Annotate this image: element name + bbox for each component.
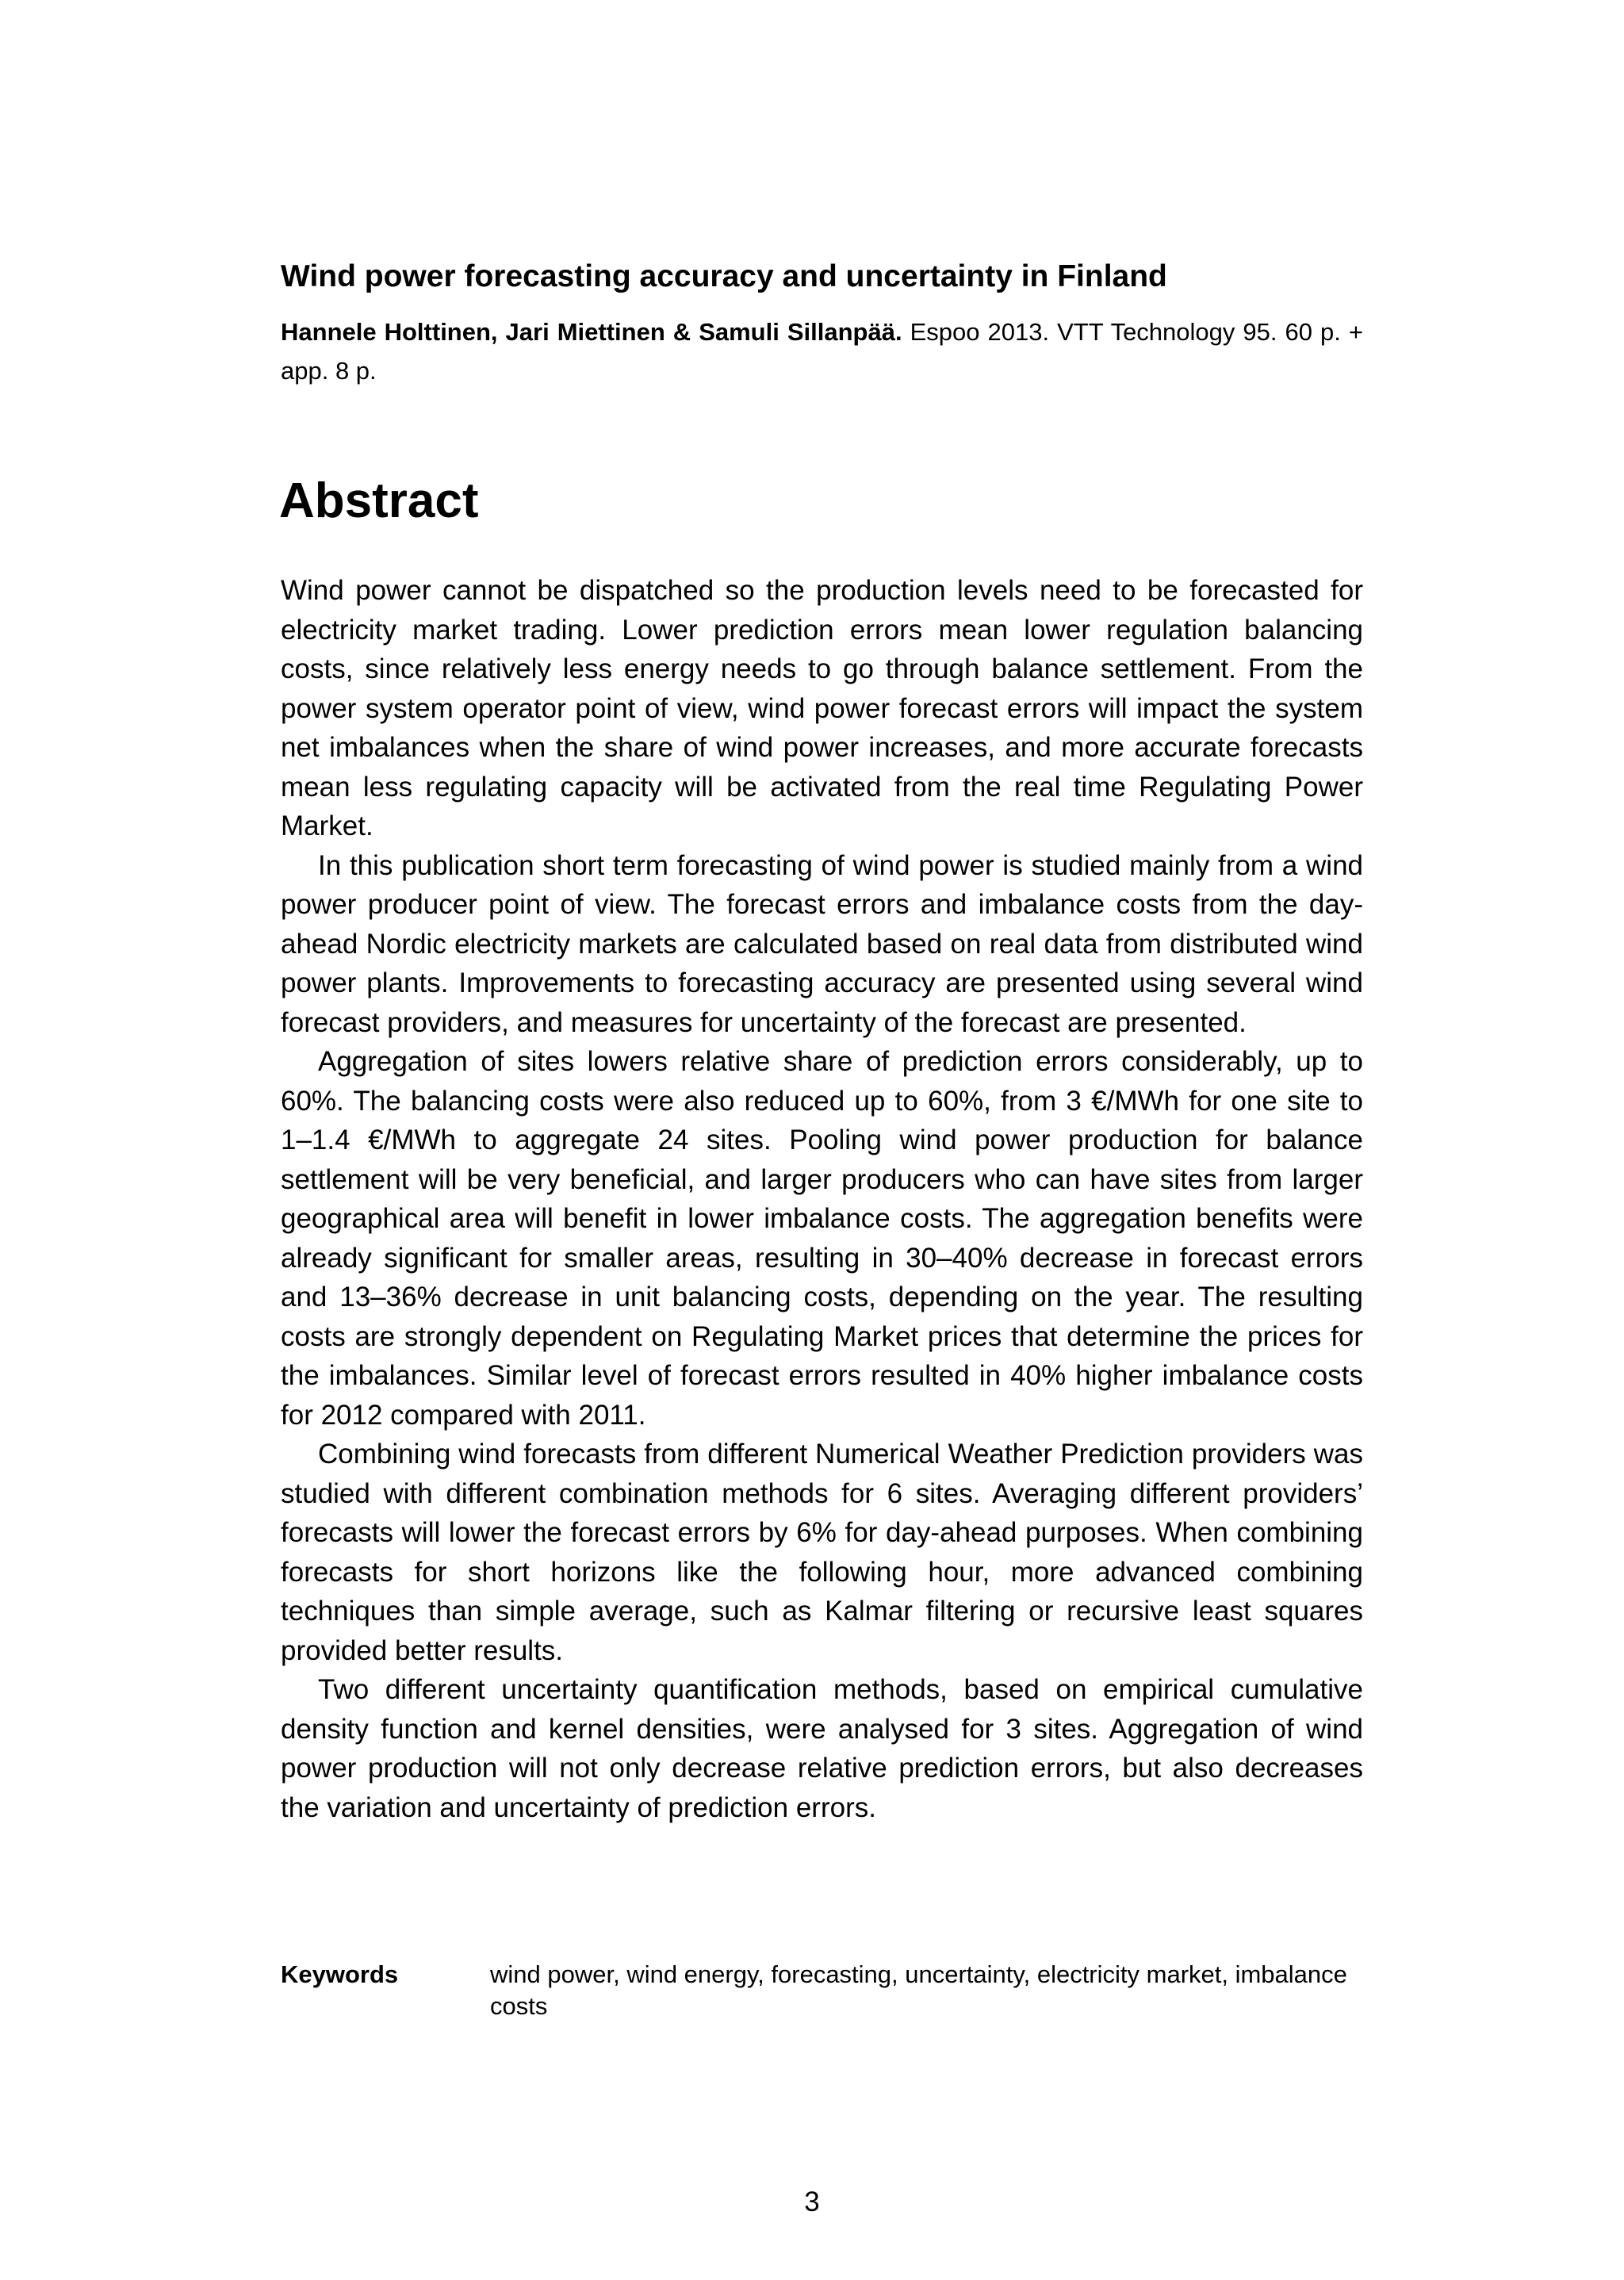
abstract-paragraph: Aggregation of sites lowers relative share of prediction errors considerably, up to 60%. The balancing costs were also reduced up to 60%, from 3 €/MWh for one site to 1–1.4 €/MWh to aggregate 24 sites. Pooling wind power production for balance settlement will be very beneficial, and larger producers who can have sites from larger geographical area will benefit in lower imbalance costs. The aggregation benefits were already significant for smaller areas, resulting in 30–40% decrease in forecast errors and 13–36% decrease in unit balancing costs, depending on the year. The resulting costs are strongly dependent on Regulating Market prices that determine the prices for the imbalances. Similar level of forecast errors resulted in 40% higher imbalance costs for 2012 compared with 2011. (281, 1046, 1363, 1431)
abstract-body (281, 571, 1363, 1827)
abstract-heading: Abstract (279, 473, 479, 528)
abstract-paragraph: In this publication short term forecasting of wind power is studied mainly from a wind power producer point of view. The forecast errors and imbalance costs from the day-ahead Nordic electricity markets are calculated based on real data from distributed wind power plants. Improvements to forecasting accuracy are presented using several wind forecast providers, and measures for uncertainty of the forecast are presented. (281, 849, 1363, 1038)
keywords-list: wind power, wind energy, forecasting, uncertainty, electricity market, imbalance costs (490, 1960, 1347, 2020)
citation (281, 312, 1363, 390)
authors: Hannele Holttinen, Jari Miettinen & Samuli Sillanpää. (281, 318, 902, 346)
page-number: 3 (804, 2186, 820, 2217)
keywords-section (281, 1959, 1363, 2022)
abstract-paragraph: Two different uncertainty quantification methods, based on empirical cumulative density function and kernel densities, were analysed for 3 sites. Aggregation of wind power production will not only decrease relative prediction errors, but also decreases the variation and uncertainty of prediction errors. (281, 1674, 1363, 1823)
abstract-paragraph: Combining wind forecasts from different Numerical Weather Prediction providers was studied with different combination methods for 6 sites. Averaging different providers’ forecasts will lower the forecast errors by 6% for day-ahead purposes. When combining forecasts for short horizons like the following hour, more advanced combining techniques than simple average, such as Kalmar filtering or recursive least squares provided better results. (281, 1439, 1363, 1666)
abstract-paragraph: Wind power cannot be dispatched so the production levels need to be forecasted for electricity market trading. Lower prediction errors mean lower regulation balancing costs, since relatively less energy needs to go through balance settlement. From the power system operator point of view, wind power forecast errors will impact the system net imbalances when the share of wind power increases, and more accurate forecasts mean less regulating capacity will be activated from the real time Regulating Power Market. (281, 575, 1363, 841)
keywords-label: Keywords (281, 1960, 399, 1988)
publication-info: Espoo 2013. VTT Technology 95. 60 p. + app. 8 p. (281, 318, 1363, 385)
document-title: Wind power forecasting accuracy and uncertainty in Finland (281, 259, 1167, 293)
